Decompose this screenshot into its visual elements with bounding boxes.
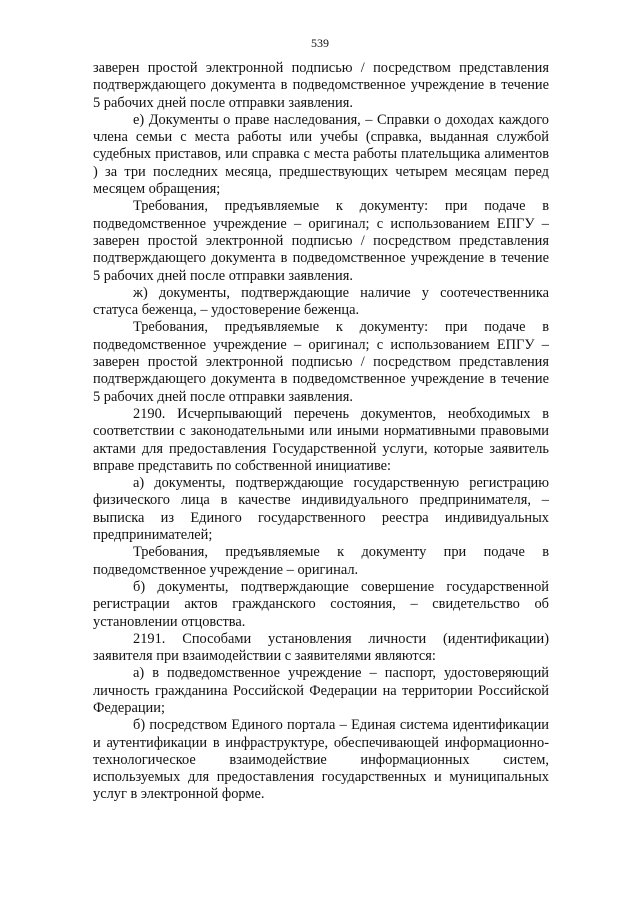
paragraph: Требования, предъявляемые к документу: при подаче в подведомственное учреждение – оригинал; с использованием ЕПГУ – заверен простой электронной подписью / посредством представления подтверждающего документа в подведомственное учреждение в течение 5 рабочих дней после отправки заявления. bbox=[93, 319, 549, 405]
page-number: 539 bbox=[311, 36, 329, 50]
paragraph: Требования, предъявляемые к документу: при подаче в подведомственное учреждение – оригинал; с использованием ЕПГУ – заверен простой электронной подписью / посредством представления подтверждающего документа в подведомственное учреждение в течение 5 рабочих дней после отправки заявления. bbox=[93, 198, 549, 284]
paragraph: Требования, предъявляемые к документу при подаче в подведомственное учреждение – оригинал. bbox=[93, 544, 549, 578]
paragraph: а) документы, подтверждающие государственную регистрацию физического лица в качестве индивидуального предпринимателя, – выписка из Единого государственного реестра индивидуальных предпринимателей; bbox=[93, 475, 549, 544]
paragraph: б) документы, подтверждающие совершение государственной регистрации актов гражданского состояния, – свидетельство об установлении отцовства. bbox=[93, 578, 549, 630]
paragraph: заверен простой электронной подписью / посредством представления подтверждающего документа в подведомственное учреждение в течение 5 рабочих дней после отправки заявления. bbox=[93, 60, 549, 111]
paragraph: а) в подведомственное учреждение – паспорт, удостоверяющий личность гражданина Российской Федерации на территории Российской Федерации; bbox=[93, 665, 549, 716]
paragraph: б) посредством Единого портала – Единая система идентификации и аутентификации в инфраструктуре, обеспечивающей информационно-технологическое взаимодействие информационных систем, используемых для предоставления государственных и муниципальных услуг в электронной форме. bbox=[93, 717, 549, 803]
paragraph: ж) документы, подтверждающие наличие у соотечественника статуса беженца, – удостоверение беженца. bbox=[93, 284, 549, 319]
paragraph: 2190. Исчерпывающий перечень документов, необходимых в соответствии с законодательными или иными нормативными правовыми актами для предоставления Государственной услуги, которые заявитель вправе представить по собственной инициативе: bbox=[93, 405, 549, 474]
document-body bbox=[93, 60, 549, 804]
paragraph: 2191. Способами установления личности (идентификации) заявителя при взаимодействии с заявителями являются: bbox=[93, 630, 549, 665]
paragraph: е) Документы о праве наследования, – Справки о доходах каждого члена семьи с места работы или учебы (справка, выданная службой судебных приставов, или справка с места работы плательщика алиментов ) за три последних месяца, предшествующих четырем месяцам перед месяцем обращения; bbox=[93, 111, 549, 198]
